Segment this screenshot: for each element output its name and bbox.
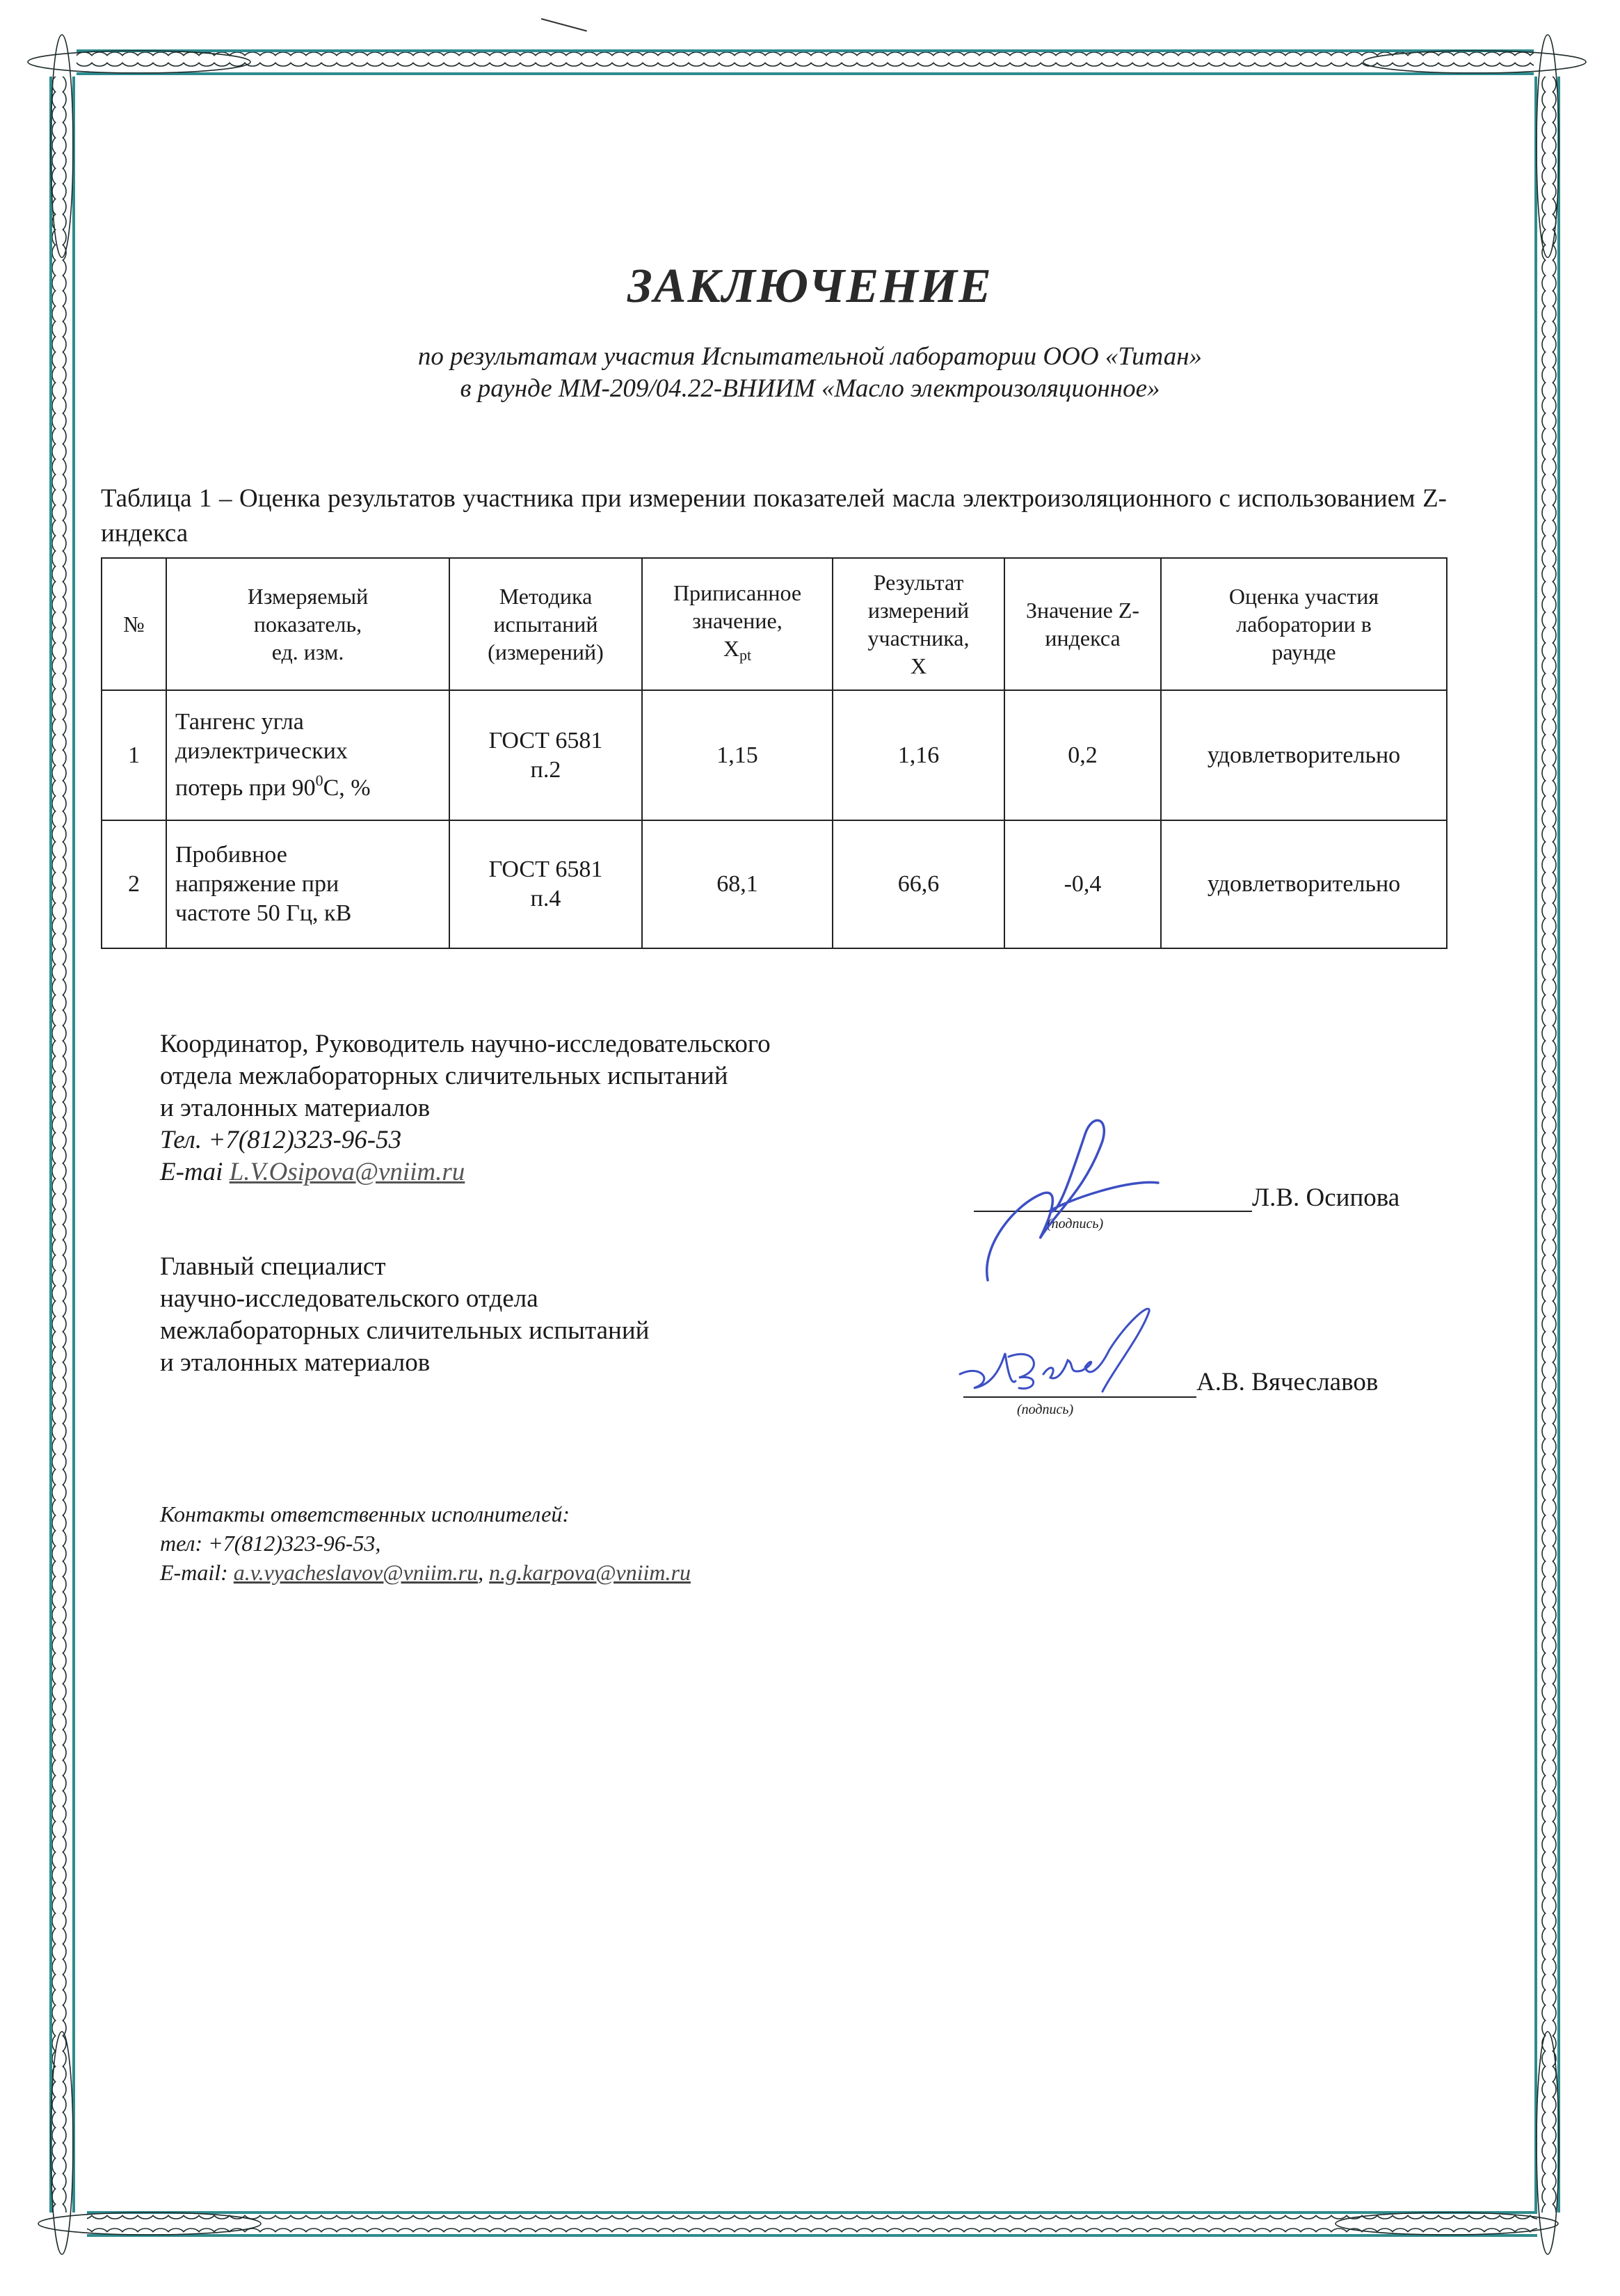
table-caption: Таблица 1 – Оценка результатов участника при измерении показателей масла электроизоляционного с использованием Z-индекса <box>101 484 1447 548</box>
document-title: ЗАКЛЮЧЕНИЕ <box>627 260 993 313</box>
stray-pen-mark <box>541 18 587 32</box>
document-subtitle-line2: в раунде ММ-209/04.22-ВНИИМ «Масло электроизоляционное» <box>460 374 1160 403</box>
header-number <box>102 558 166 690</box>
header-result-line: участника, <box>867 625 970 651</box>
header-z-index <box>1004 558 1161 690</box>
symbol-subscript: pt <box>739 646 752 664</box>
header-result-line: X <box>910 653 927 678</box>
header-indicator <box>166 558 449 690</box>
header-result-line: измерений <box>867 598 970 623</box>
email-link-vyacheslavov[interactable]: a.v.vyacheslavov@vniim.ru <box>233 1560 479 1585</box>
cell-participant-result: 66,6 <box>833 820 1004 948</box>
header-method <box>449 558 642 690</box>
method-line: п.2 <box>530 756 561 783</box>
coordinator-email-link[interactable]: L.V.Osipova@vniim.ru <box>229 1158 465 1186</box>
header-indicator-line: Измеряемый <box>247 584 369 609</box>
coordinator-title-line: и эталонных материалов <box>160 1094 431 1122</box>
header-zindex-line: Значение Z- <box>1025 598 1140 623</box>
handwritten-signature-icon <box>953 1294 1162 1419</box>
coordinator-phone: Тел. +7(812)323-96-53 <box>160 1126 402 1154</box>
cell-assigned-value: 68,1 <box>642 820 833 948</box>
coordinator-title-line: отдела межлабораторных сличительных испытаний <box>160 1062 728 1090</box>
contacts-email-row <box>160 1558 691 1587</box>
header-indicator-line: показатель, <box>253 612 362 637</box>
header-result-line: Результат <box>873 570 964 595</box>
header-number-label: № <box>123 612 145 637</box>
document-subtitle-line1: по результатам участия Испытательной лаборатории ООО «Титан» <box>417 342 1203 371</box>
cell-indicator <box>166 820 449 948</box>
cell-method <box>449 820 642 948</box>
cell-number: 1 <box>102 690 166 820</box>
coordinator-block <box>160 1028 771 1188</box>
header-method-line: Методика <box>499 584 593 609</box>
header-assessment-line: лаборатории в <box>1236 612 1372 637</box>
coordinator-title-line: Координатор, Руководитель научно-исследовательского <box>160 1030 771 1058</box>
indicator-line <box>175 766 444 803</box>
cell-z-index: 0,2 <box>1004 690 1161 820</box>
cell-method <box>449 690 642 820</box>
cell-participant-result: 1,16 <box>833 690 1004 820</box>
email-separator: , <box>478 1560 490 1585</box>
indicator-line: Тангенс угла <box>175 709 304 735</box>
cell-assigned-value: 1,15 <box>642 690 833 820</box>
header-assessment <box>1161 558 1447 690</box>
results-table <box>101 557 1447 949</box>
chief-specialist-block <box>160 1251 649 1379</box>
indicator-text: потерь при 90 <box>175 775 316 801</box>
email-label: E-mail: <box>160 1560 234 1585</box>
header-assigned-value <box>642 558 833 690</box>
signature-caption: (подпись) <box>1017 1402 1074 1417</box>
coordinator-email-row <box>160 1156 771 1188</box>
table-row <box>102 690 1447 820</box>
symbol-x: X <box>723 636 739 661</box>
table-row <box>102 820 1447 948</box>
indicator-line: диэлектрических <box>175 738 348 764</box>
degree-superscript: 0 <box>315 772 323 789</box>
indicator-line: напряжение при <box>175 871 339 897</box>
table-header-row <box>102 558 1447 690</box>
header-zindex-line: индекса <box>1045 625 1121 651</box>
method-line: п.4 <box>530 886 561 911</box>
signer-name: А.В. Вячеславов <box>1196 1368 1379 1396</box>
signature-caption: (подпись) <box>1047 1216 1104 1231</box>
cell-indicator <box>166 690 449 820</box>
indicator-text: С, % <box>323 775 371 801</box>
header-participant-result <box>833 558 1004 690</box>
cell-assessment: удовлетворительно <box>1161 820 1447 948</box>
header-method-line: испытаний <box>493 612 598 637</box>
header-method-line: (измерений) <box>488 639 604 664</box>
cell-z-index: -0,4 <box>1004 820 1161 948</box>
chief-title-line: Главный специалист <box>160 1252 386 1281</box>
header-assessment-line: Оценка участия <box>1228 584 1379 609</box>
chief-title-line: научно-исследовательского отдела <box>160 1284 538 1313</box>
chief-title-line: и эталонных материалов <box>160 1348 431 1377</box>
contacts-phone: тел: +7(812)323-96-53, <box>160 1531 381 1556</box>
cell-assessment: удовлетворительно <box>1161 690 1447 820</box>
header-assigned-line: значение, <box>692 608 783 633</box>
signer-name: Л.В. Осипова <box>1252 1183 1400 1212</box>
handwritten-signature-icon <box>974 1106 1238 1294</box>
header-indicator-line: ед. изм. <box>271 639 344 664</box>
indicator-line: частоте 50 Гц, кВ <box>175 900 352 926</box>
header-assessment-line: раунде <box>1272 639 1336 664</box>
chief-title-line: межлабораторных сличительных испытаний <box>160 1316 650 1345</box>
method-line: ГОСТ 6581 <box>488 856 603 882</box>
email-label: E-mai <box>160 1158 230 1186</box>
indicator-line: Пробивное <box>175 842 287 868</box>
contacts-heading: Контакты ответственных исполнителей: <box>160 1501 570 1526</box>
email-link-karpova[interactable]: n.g.karpova@vniim.ru <box>489 1560 691 1585</box>
header-assigned-line: Приписанное <box>673 580 802 605</box>
contacts-block <box>160 1499 691 1587</box>
method-line: ГОСТ 6581 <box>488 727 603 754</box>
cell-number: 2 <box>102 820 166 948</box>
header-assigned-symbol <box>647 635 828 669</box>
